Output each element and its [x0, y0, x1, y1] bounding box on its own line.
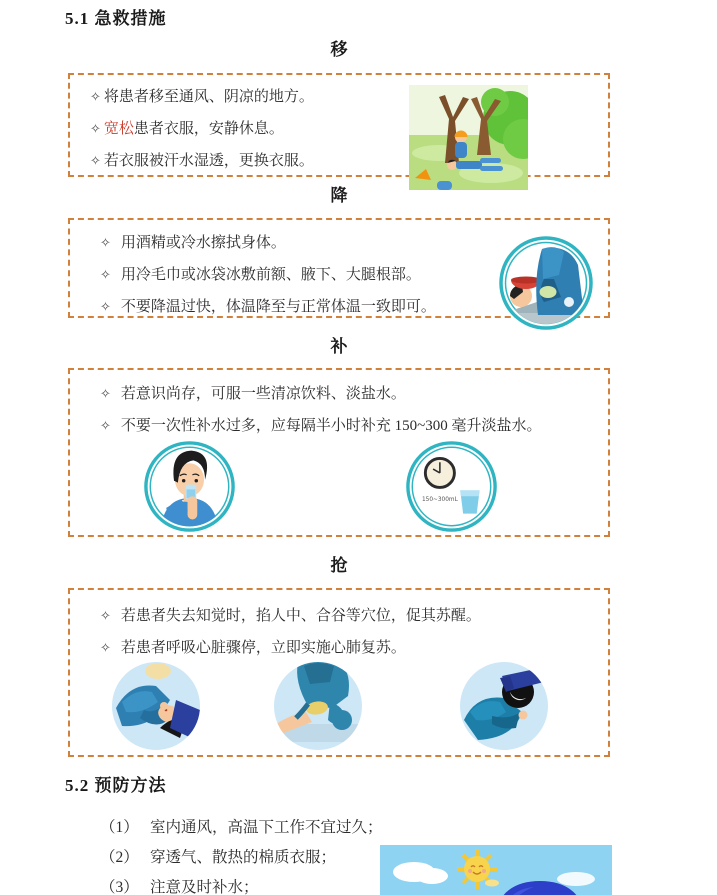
cool-bullet-2-text: 用冷毛巾或冰袋冰敷前额、腋下、大腿根部。: [120, 267, 421, 283]
move-bullet-2: [90, 113, 608, 145]
cpr-illustration: [460, 662, 548, 750]
prevention-item-1: [100, 813, 717, 843]
move-bullet-3: [90, 145, 608, 177]
cool-box: [68, 218, 610, 318]
move-box: [68, 73, 610, 177]
move-bullet-3-text: 若衣服被汗水湿透，更换衣服。: [103, 153, 314, 169]
prevention-item-1-text: 室内通风，高温下工作不宜过久；: [150, 819, 383, 836]
diamond-bullet-icon: ✧: [90, 89, 101, 104]
rescue-box: [68, 588, 610, 757]
prevention-item-2-text: 穿透气、散热的棉质衣服；: [150, 849, 337, 866]
replenish-bullet-2: [100, 410, 608, 442]
drink-water-illustration: [143, 440, 236, 533]
replenish-bullet-1-text: 若意识尚存，可服一些清凉饮料、淡盐水。: [120, 386, 406, 402]
move-bullet-1-text: 将患者移至通风、阴凉的地方。: [103, 89, 314, 105]
rescue-bullet-2-text: 若患者呼吸心脏骤停，立即实施心肺复苏。: [120, 640, 406, 656]
replenish-bullet-1: [100, 378, 608, 410]
diamond-bullet-icon: ✧: [100, 386, 111, 401]
step-title-cool: 降: [330, 186, 348, 205]
rescue-bullet-1-text: 若患者失去知觉时，掐人中、合谷等穴位，促其苏醒。: [120, 608, 481, 624]
rescue-bullet-2: [100, 632, 608, 664]
diamond-bullet-icon: ✧: [100, 418, 111, 433]
diamond-bullet-icon: ✧: [100, 640, 111, 655]
diamond-bullet-icon: ✧: [90, 121, 101, 136]
section-5-2-heading: 5.2 预防方法: [65, 776, 167, 795]
diamond-bullet-icon: ✧: [100, 299, 111, 314]
cool-bullet-1-text: 用酒精或冷水擦拭身体。: [120, 235, 286, 251]
diamond-bullet-icon: ✧: [100, 235, 111, 250]
press-hand-point-illustration: [274, 662, 362, 750]
rescue-bullet-1: [100, 600, 608, 632]
move-bullet-2-text: 患者衣服，安静休息。: [133, 121, 284, 137]
prevention-item-3-number: （3）: [100, 879, 139, 895]
step-title-rescue: 抢: [330, 556, 348, 575]
wipe-body-illustration: [498, 235, 594, 331]
replenish-bullet-2-text: 不要一次性补水过多，应每隔半小时补充 150~300 毫升淡盐水。: [120, 418, 542, 434]
step-title-move: 移: [330, 40, 348, 59]
diamond-bullet-icon: ✧: [90, 153, 101, 168]
clock-water-amount-illustration: [405, 440, 498, 533]
move-bullet-1: [90, 81, 608, 113]
water-amount-label: 150~300mL: [421, 497, 458, 504]
prevention-item-1-number: （1）: [100, 819, 139, 836]
section-5-1-heading: 5.1 急救措施: [65, 9, 167, 28]
replenish-box: [68, 368, 610, 537]
step-title-replenish: 补: [330, 337, 348, 356]
move-bullet-2-highlight: 宽松: [103, 121, 134, 137]
cool-bullet-3-text: 不要降温过快，体温降至与正常体温一致即可。: [120, 299, 436, 315]
prevention-item-2-number: （2）: [100, 849, 139, 866]
prevention-item-3-text: 注意及时补水；: [150, 879, 259, 895]
rest-under-tree-illustration: [409, 85, 528, 190]
worker-hard-hat-sun-illustration: [380, 845, 612, 895]
press-philtrum-illustration: [112, 662, 200, 750]
diamond-bullet-icon: ✧: [100, 267, 111, 282]
diamond-bullet-icon: ✧: [100, 608, 111, 623]
